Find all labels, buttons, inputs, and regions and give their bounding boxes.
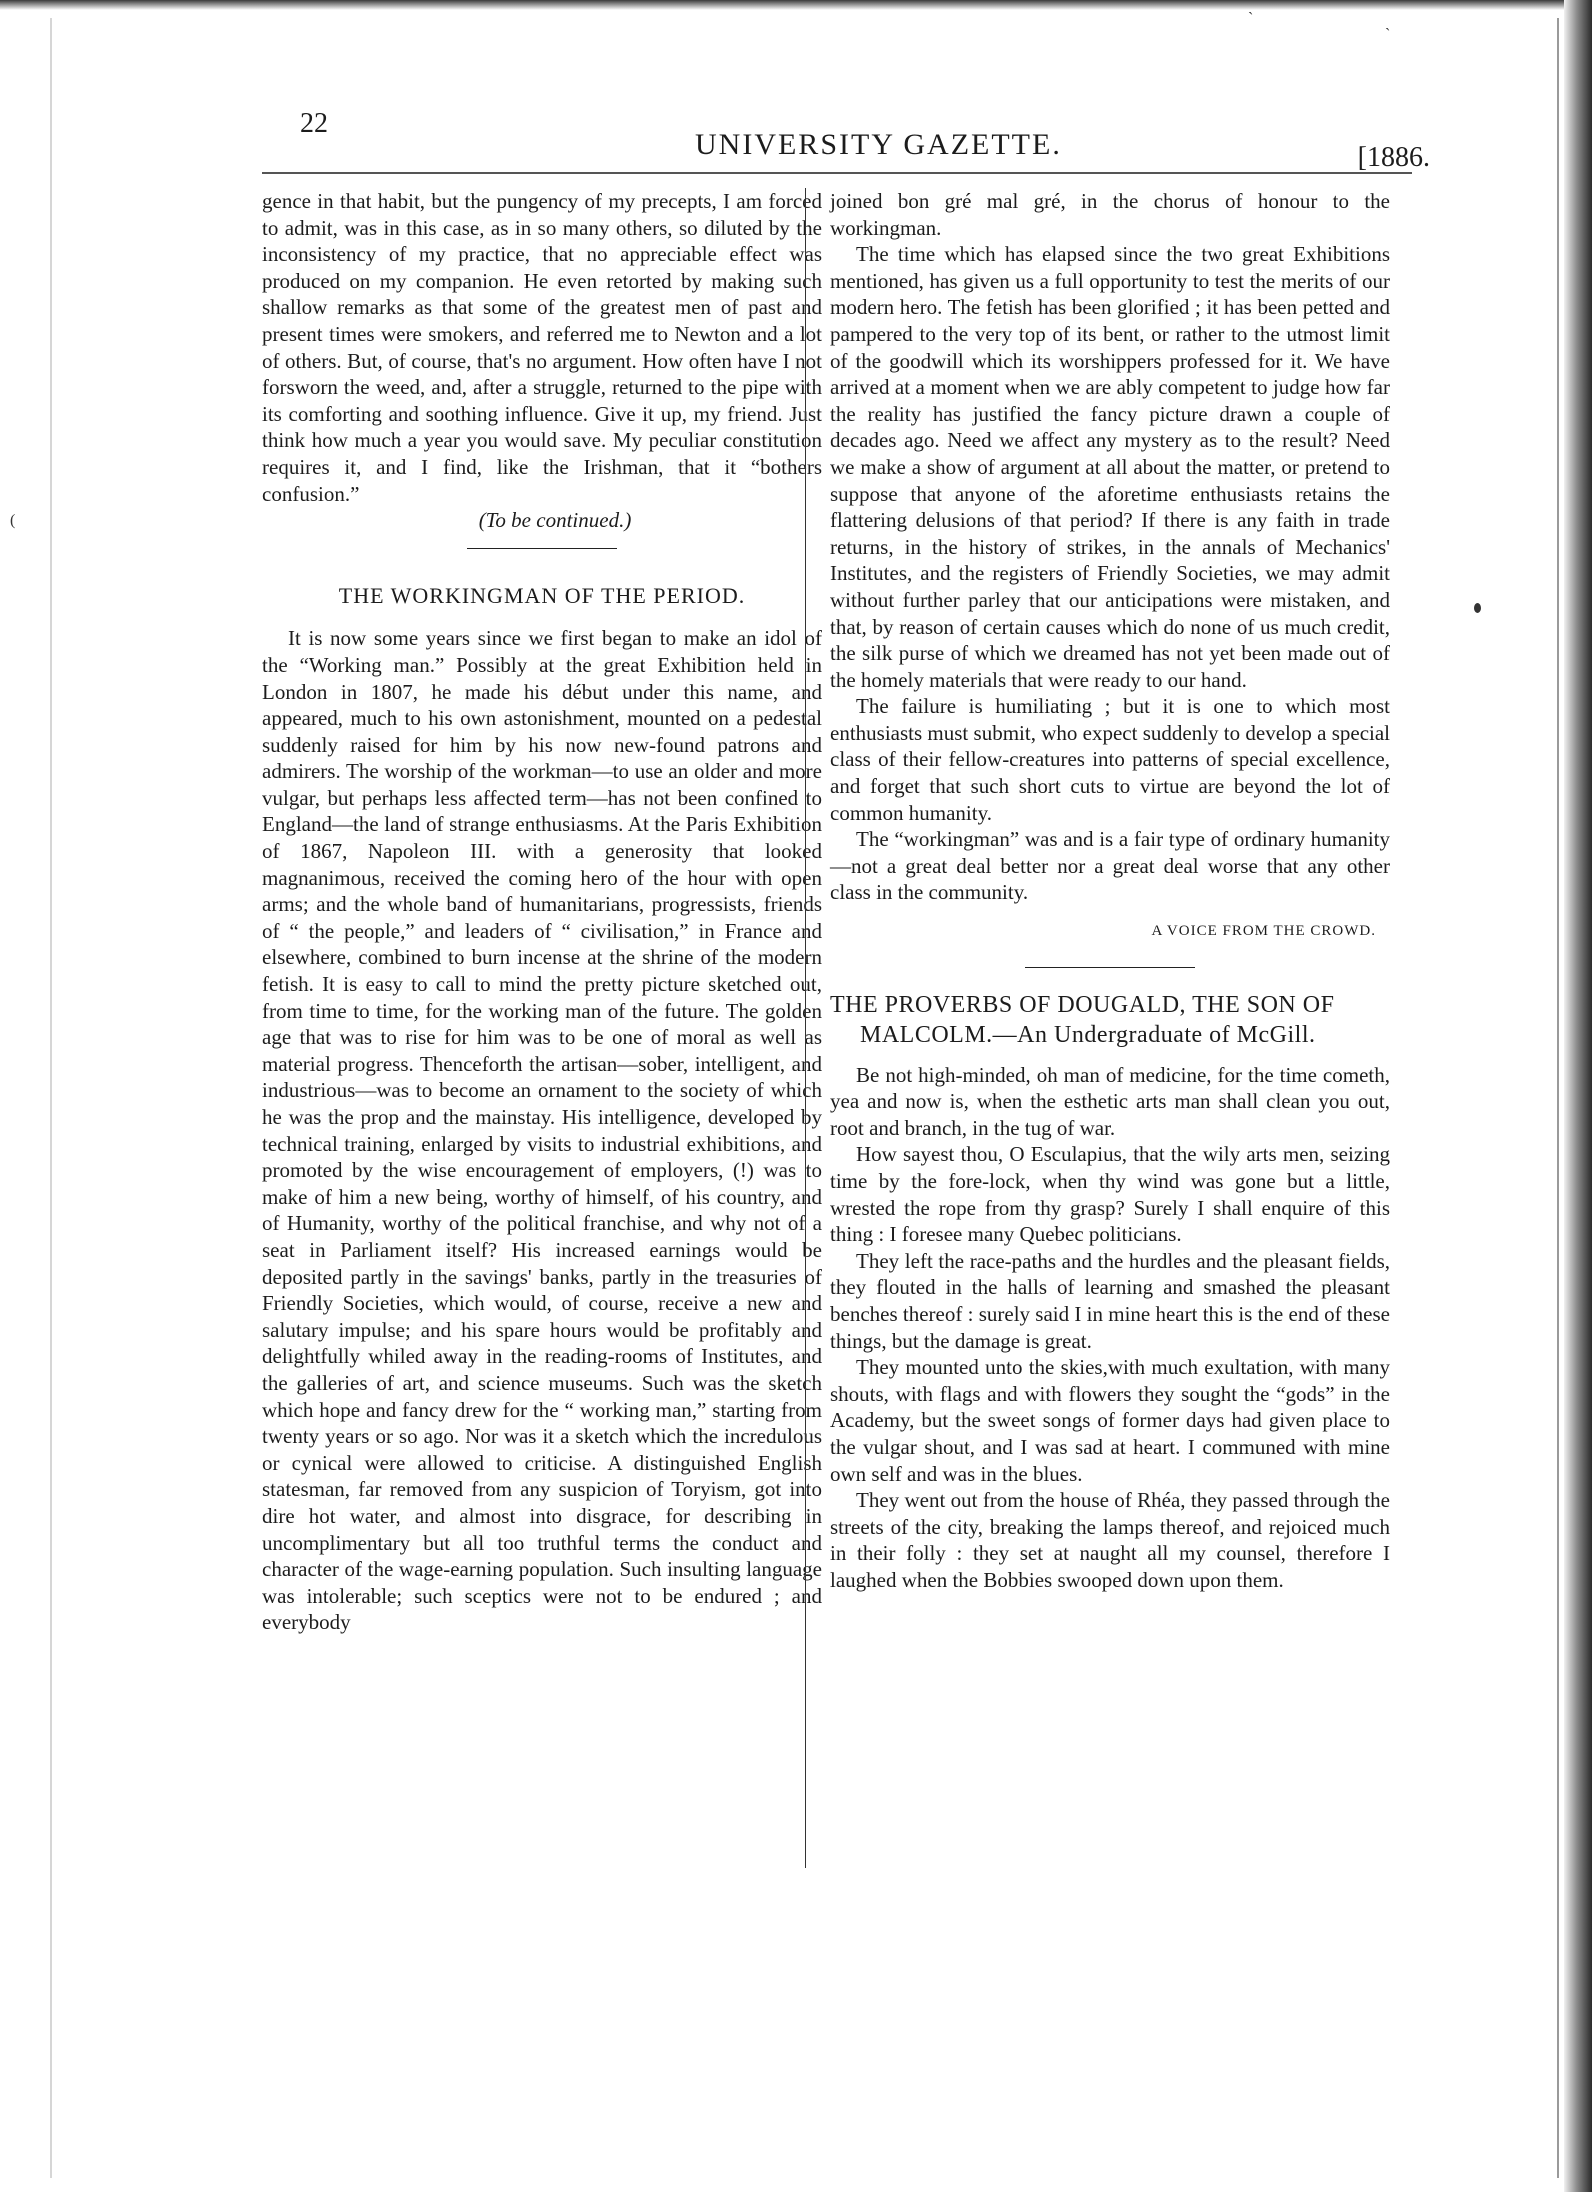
article-title: THE WORKINGMAN OF THE PERIOD. (338, 582, 746, 608)
to-be-continued: (To be continued.) (478, 508, 632, 533)
proverb-paragraph: They left the race-paths and the hurdles and the pleasant fields, they flouted in the halls of learning and smashed the pleasant benches thereof : surely said I in mine heart this is the end of these things, but the damage is great. (830, 1248, 1390, 1353)
intro-paragraph: gence in that habit, but the pungency of my precepts, I am forced to admit, was in this case, as in so many others, so diluted by the inconsistency of my practice, that no appreciable effect was produced on my companion. He even retorted by making such shallow remarks as that some of the greatest men of past and present times were smokers, and referred me to Newton and a lot of others. But, of course, that's no argument. How often have I not forsworn the weed, and, after a struggle, returned to the pipe with its comforting and soothing influence. Give it up, my friend. Just think how much a year you would save. My peculiar constitution requires it, and I find, like the Irishman, that it “bothers confusion.” (262, 189, 822, 506)
publication-title: UNIVERSITY GAZETTE. (695, 128, 1062, 161)
scan-edge-top (0, 0, 1592, 10)
proverbs-title-line-1: THE PROVERBS OF DOUGALD, THE SON OF (830, 991, 1335, 1018)
page-header (300, 108, 1430, 173)
ink-dot (1474, 603, 1481, 613)
article-paragraph-4: The “workingman” was and is a fair type of ordinary humanity—not a great deal better nor a great deal worse that any other class in the community. (830, 827, 1390, 905)
article-signature: A VOICE FROM THE CROWD. (1151, 923, 1376, 940)
header-rule (262, 172, 1412, 174)
scan-edge-right (1564, 0, 1592, 2192)
article-paragraph-3: The failure is humiliating ; but it is one to which most enthusiasts must submit, who expect suddenly to develop a special class of their fellow-creatures into patterns of special excellence, and forget that such short cuts to virtue are beyond the lot of common humanity. (830, 694, 1390, 825)
publication-year: [1886. (1357, 142, 1430, 173)
column-divider (805, 188, 806, 1868)
proverb-paragraph: How sayest thou, O Esculapius, that the wily arts men, seizing time by the fore-lock, when thy wind was gone but a little, wrested the rope from thy grasp? Surely I shall enquire of this thing : I foresee many Quebec politicians. (830, 1142, 1390, 1247)
continuation-paragraph: joined bon gré mal gré, in the chorus of honour to the workingman. (830, 189, 1390, 240)
section-rule (1025, 967, 1195, 968)
proverb-paragraph: They mounted unto the skies,with much exultation, with many shouts, with flags and with flowers they sought the “gods” in the Academy, but the sweet songs of former days had given place to the vulgar shout, and I was sad at heart. I communed with mine own self and was in the blues. (830, 1355, 1390, 1486)
article-paragraph-2: The time which has elapsed since the two great Exhibitions mentioned, has given us a full opportunity to test the merits of our modern hero. The fetish has been glorified ; it has been petted and pampered to the very top of its bent, or rather to the utmost limit of the goodwill which its worshippers professed for it. We have arrived at a moment when we are ably competent to judge how far the reality has justified the fancy picture drawn a couple of decades ago. Need we affect any mystery as to the result? Need we make a show of argument at all about the matter, or pretend to suppose that anyone of the aforetime enthusiasts retains the flattering delusions of that period? If there is any faith in trade returns, in the history of strikes, in the annals of Mechanics' Institutes, and the registers of Friendly Societies, we may admit without further parley that our anticipations were mistaken, and that, by reason of certain causes which do none of us much credit, the silk purse of which we dreamed has not yet been made out of the homely materials that were ready to our hand. (830, 242, 1390, 692)
proverb-paragraph: Be not high-minded, oh man of medicine, for the time cometh, yea and now is, when the esthetic arts man shall clean you out, root and branch, in the tug of war. (830, 1062, 1390, 1140)
proverb-paragraph: They went out from the house of Rhéa, they passed through the streets of the city, breaking the lamps thereof, and rejoiced much in their folly : they set at naught all my counsel, therefore I laughed when the Bobbies swooped down upon them. (830, 1488, 1390, 1592)
article-paragraph: It is now some years since we first began to make an idol of the “Working man.” Possibly at the great Exhibition held in London in 1807, he made his début under this name, and appeared, much to his own astonishment, mounted on a pedestal suddenly raised for him by his now new-found patrons and admirers. The worship of the workman—to use an older and more vulgar, but perhaps less affected term—has not been confined to England—the land of strange enthusiasms. At the Paris Exhibition of 1867, Napoleon III. with a generosity that looked magnanimous, received the coming hero of the hour with open arms; and the whole band of humanitarians, progressists, friends of “ the people,” and leaders of “ civilisation,” in France and elsewhere, combined to burn incense at the shrine of the modern fetish. It is easy to call to mind the pretty picture sketched out, from time to time, for the working man of the future. The golden age that was to rise for him was to be one of moral as well as material progress. Thenceforth the artisan—sober, intelligent, and industrious—was to become an ornament to the society of which he was the prop and the mainstay. His intelligence, developed by technical training, enlarged by visits to industrial exhibitions, and promoted by the wise encouragement of employers, (!) was to make of him a new being, worthy of himself, of his country, and of Humanity, worthy of the political franchise, and why not of a seat in Parliament itself? His increased earnings would be deposited partly in the savings' banks, partly in the treasuries of Friendly Societies, which would, of course, receive a new and salutary impulse; and his spare hours would be profitably and delightfully whiled away in the reading-rooms of Institutes, and the galleries of art, and science museums. Such was the sketch which hope and fancy drew for the “ working man,” starting from twenty years or so ago. Nor was it a sketch which the incredulous or cynical were allowed to criticise. A distinguished English statesman, far removed from any suspicion of Toryism, got into dire hot water, and almost into disgrace, for describing in uncomplimentary but all too truthful terms the conduct and character of the wage-earning population. Such insulting language was intolerable; such sceptics were not to be endured ; and everybody (262, 626, 822, 1635)
scan-speck: ˋ (1248, 10, 1254, 27)
right-column (830, 188, 1390, 1594)
scan-speck: ( (10, 512, 16, 529)
scan-speck: ˎ (1385, 14, 1391, 31)
page-number: 22 (300, 108, 328, 139)
section-rule (467, 548, 617, 549)
proverbs-title (830, 990, 1390, 1050)
left-column (262, 188, 822, 1636)
proverbs-title-line-2: MALCOLM.—An Undergraduate of McGill. (860, 1021, 1316, 1048)
